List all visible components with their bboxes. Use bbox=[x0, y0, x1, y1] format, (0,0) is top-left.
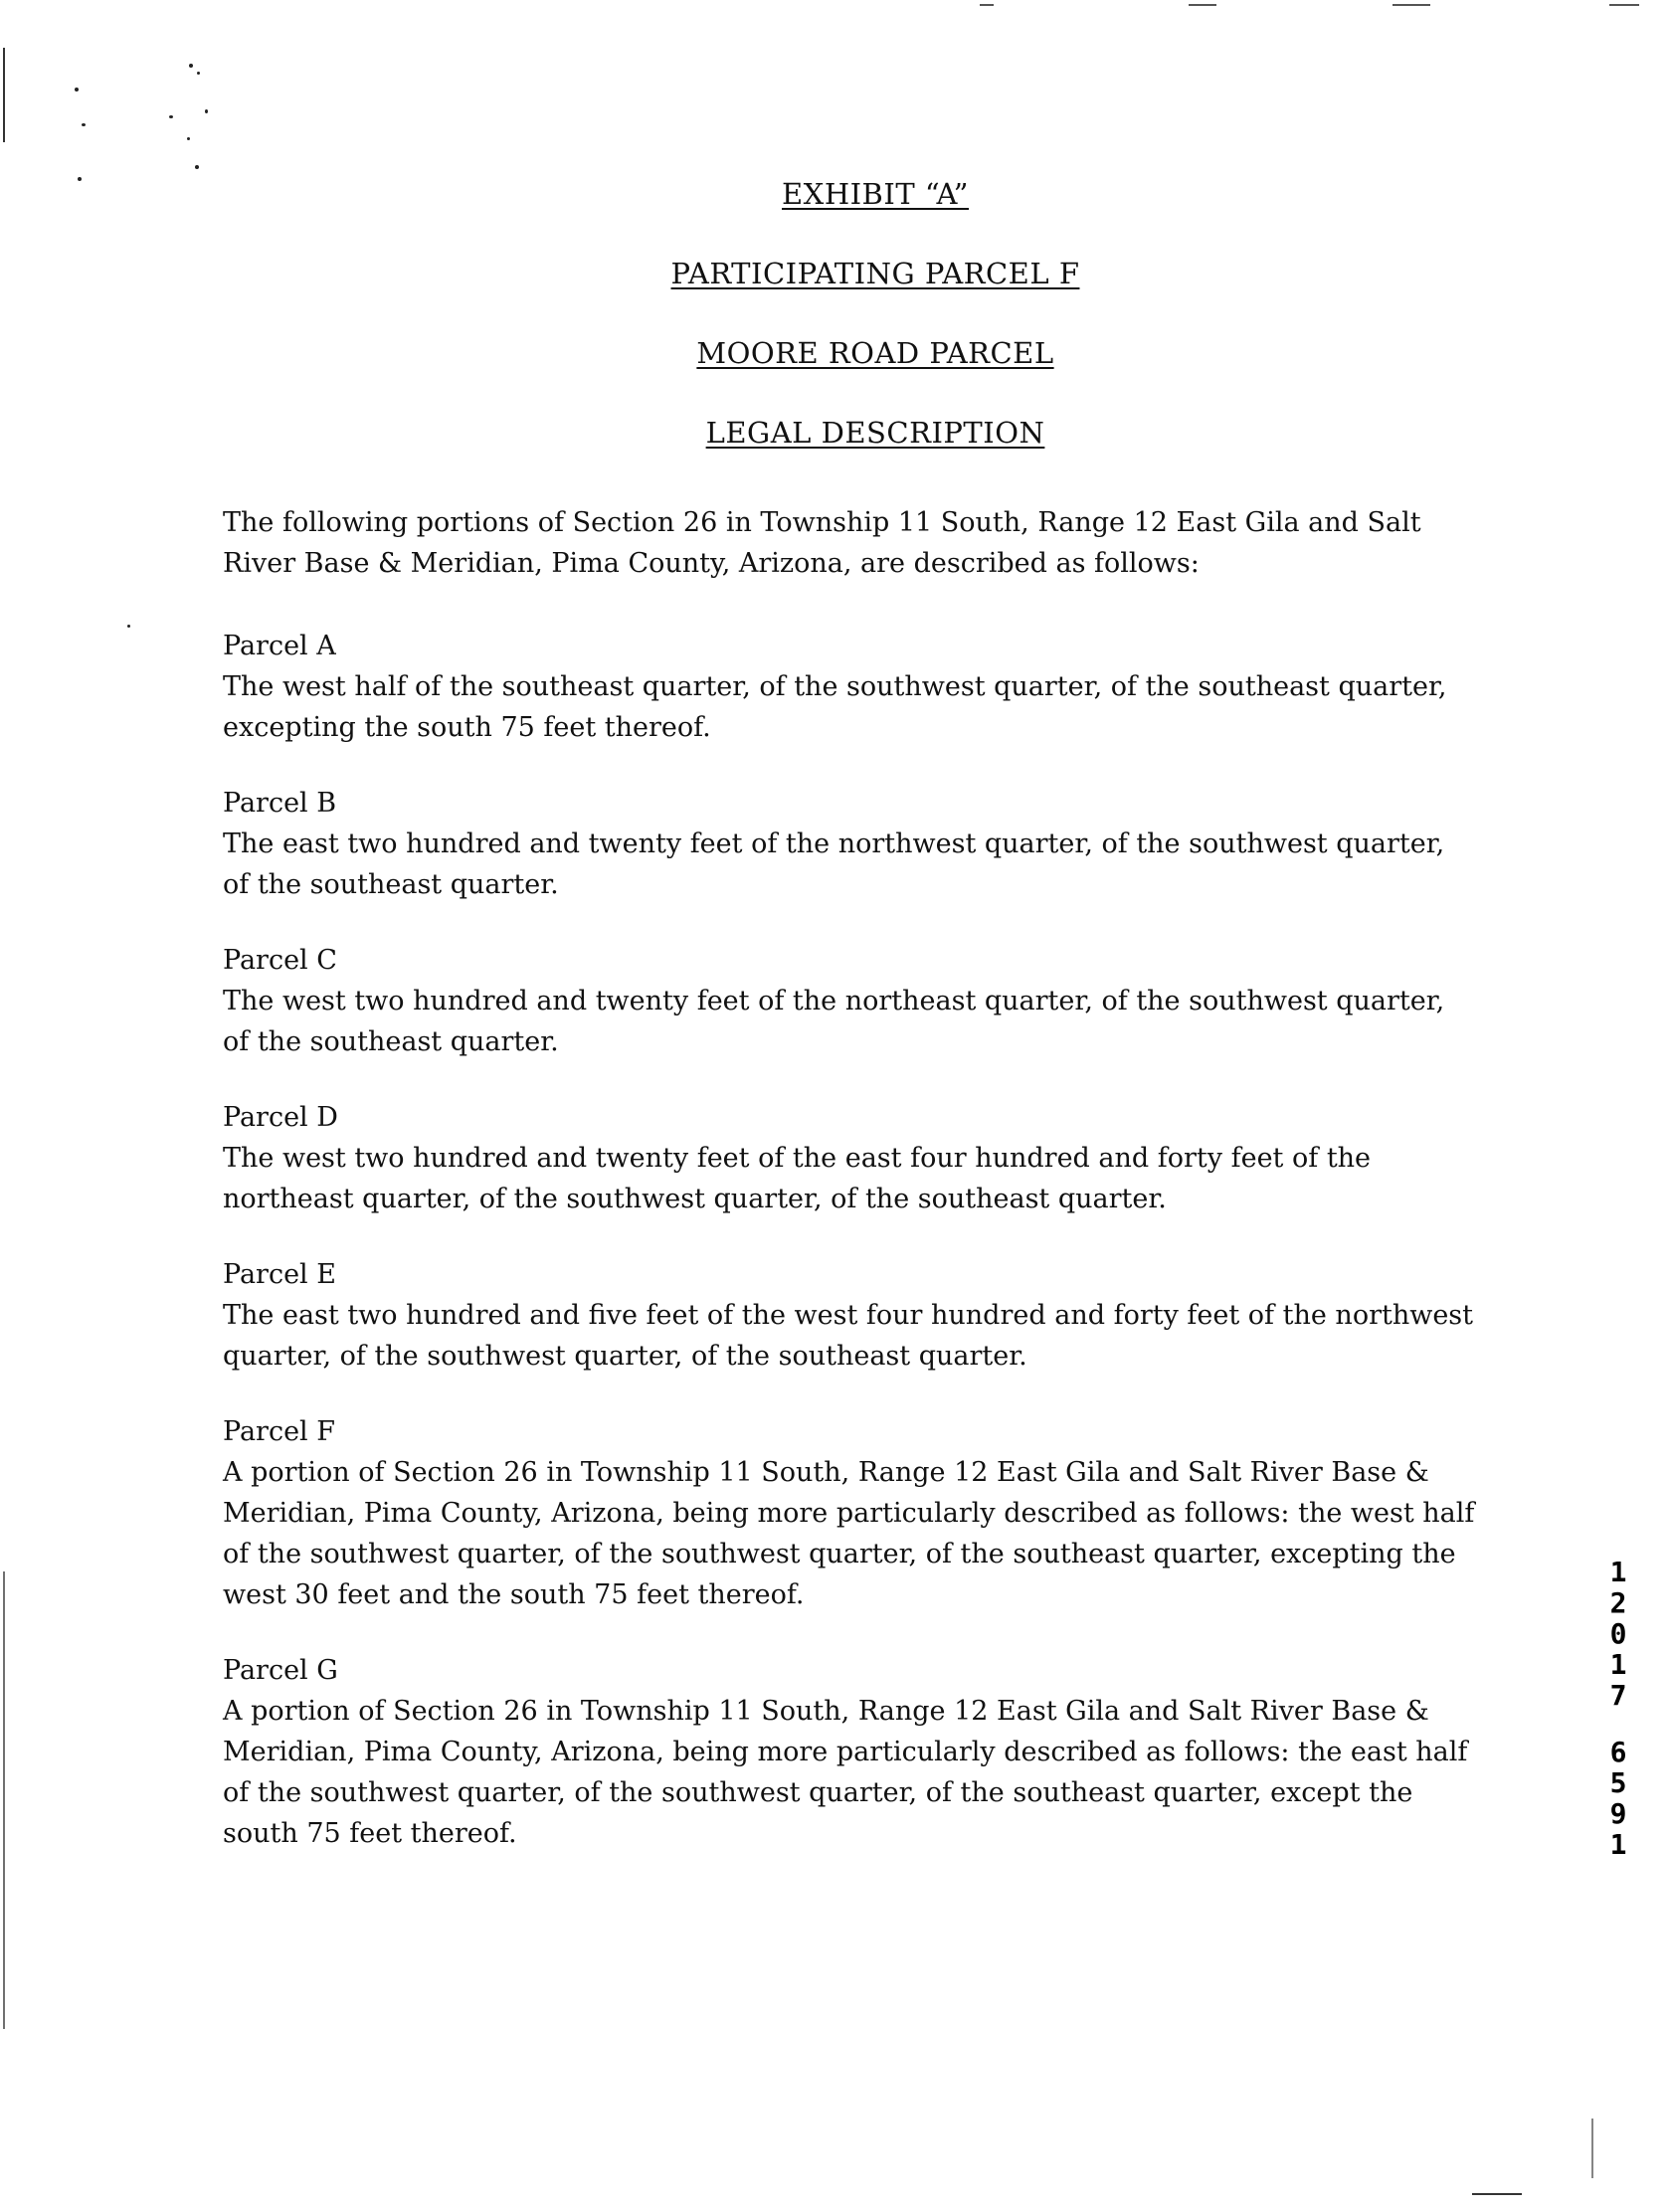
parcel-g bbox=[223, 1650, 1476, 1854]
scan-artifact bbox=[1189, 4, 1216, 6]
parcel-description: A portion of Section 26 in Township 11 South, Range 12 East Gila and Salt River Base & Meridian, Pima County, Arizona, being more particularly described as follows: the east half of the southwest quarter, of the southwest quarter, of the southeast quarter, except the south 75 feet thereof. bbox=[223, 1696, 1468, 1849]
stamp-digit: 5 bbox=[1609, 1766, 1627, 1799]
scan-artifact bbox=[1609, 4, 1639, 6]
parcel-description: The east two hundred and twenty feet of the northwest quarter, of the southwest quarter, of the southeast quarter. bbox=[223, 829, 1445, 900]
parcel-b bbox=[223, 783, 1476, 905]
parcel-description: A portion of Section 26 in Township 11 South, Range 12 East Gila and Salt River Base & Meridian, Pima County, Arizona, being more particularly described as follows: the west half of the southwest quarter, of the southwest quarter, of the southeast quarter, excepting the west 30 feet and the south 75 feet thereof. bbox=[223, 1457, 1475, 1610]
stamp-digit: 7 bbox=[1609, 1679, 1627, 1712]
heading-block bbox=[557, 177, 1194, 495]
scan-artifact bbox=[127, 625, 130, 628]
stamp-digit: 1 bbox=[1609, 1648, 1627, 1681]
parcel-title: Parcel C bbox=[223, 945, 337, 976]
parcel-d bbox=[223, 1097, 1476, 1219]
scan-artifact bbox=[195, 165, 199, 169]
scan-artifact bbox=[205, 109, 208, 113]
participating-parcel-heading: PARTICIPATING PARCEL F bbox=[670, 257, 1080, 290]
parcel-e bbox=[223, 1254, 1476, 1377]
stamp-digit: 2 bbox=[1609, 1586, 1627, 1619]
parcel-title: Parcel A bbox=[223, 631, 336, 661]
scan-artifact bbox=[3, 1571, 5, 2029]
scan-artifact bbox=[197, 72, 200, 75]
scan-artifact bbox=[78, 177, 82, 181]
parcel-description: The east two hundred and five feet of the west four hundred and forty feet of the northwest quarter, of the southwest quarter, of the southeast quarter. bbox=[223, 1300, 1474, 1372]
exhibit-title: EXHIBIT “A” bbox=[782, 177, 969, 211]
intro-paragraph: The following portions of Section 26 in Township 11 South, Range 12 East Gila and Salt River Base & Meridian, Pima County, Arizona, are described as follows: bbox=[223, 507, 1421, 579]
scan-artifact bbox=[3, 48, 5, 142]
parcel-a bbox=[223, 626, 1476, 748]
parcel-title: Parcel E bbox=[223, 1259, 336, 1290]
parcel-description: The west half of the southeast quarter, of the southwest quarter, of the southeast quarter, excepting the south 75 feet thereof. bbox=[223, 671, 1447, 743]
parcel-title: Parcel F bbox=[223, 1416, 336, 1447]
parcel-c bbox=[223, 940, 1476, 1062]
legal-description-heading: LEGAL DESCRIPTION bbox=[705, 416, 1045, 450]
scan-artifact bbox=[169, 115, 173, 118]
scan-artifact bbox=[82, 123, 86, 126]
scan-artifact bbox=[980, 4, 994, 6]
stamp-digit: 1 bbox=[1609, 1828, 1627, 1861]
stamp-digit: 1 bbox=[1609, 1556, 1627, 1588]
parcel-description: The west two hundred and twenty feet of the east four hundred and forty feet of the northeast quarter, of the southwest quarter, of the southeast quarter. bbox=[223, 1143, 1372, 1214]
document-body bbox=[223, 502, 1476, 1889]
stamp-digit: 0 bbox=[1609, 1617, 1627, 1650]
scan-artifact bbox=[1472, 2193, 1522, 2195]
parcel-f bbox=[223, 1411, 1476, 1615]
parcel-title: Parcel G bbox=[223, 1655, 338, 1686]
recording-number-stamp bbox=[1603, 1557, 1633, 1860]
scan-artifact bbox=[187, 137, 190, 140]
scan-artifact bbox=[1392, 4, 1430, 6]
scan-artifact bbox=[189, 64, 193, 68]
scan-artifact bbox=[1591, 2119, 1593, 2178]
stamp-digit: 9 bbox=[1609, 1797, 1627, 1830]
parcel-title: Parcel D bbox=[223, 1102, 338, 1133]
parcel-description: The west two hundred and twenty feet of the northeast quarter, of the southwest quarter, of the southeast quarter. bbox=[223, 986, 1445, 1057]
parcel-title: Parcel B bbox=[223, 788, 337, 819]
moore-road-parcel-heading: MOORE ROAD PARCEL bbox=[696, 336, 1054, 370]
scan-artifact bbox=[75, 88, 79, 92]
stamp-digit: 6 bbox=[1609, 1736, 1627, 1768]
